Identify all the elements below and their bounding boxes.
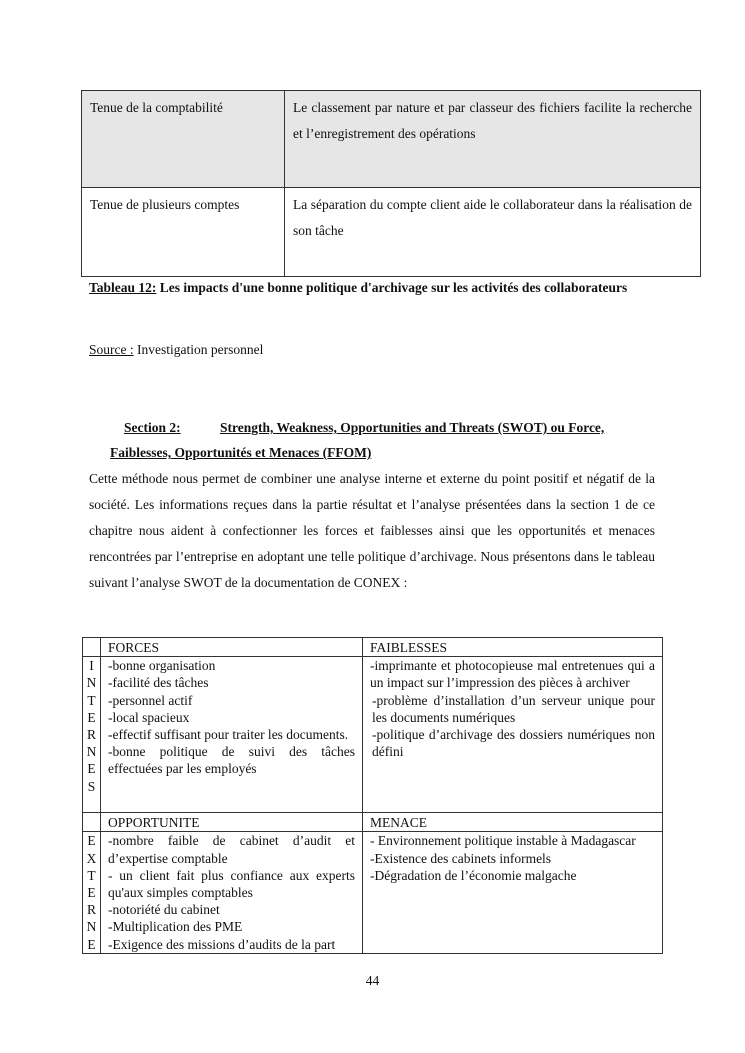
swot-header-row bbox=[83, 638, 663, 657]
activity-cell: Tenue de plusieurs comptes bbox=[82, 188, 285, 277]
table-row bbox=[82, 91, 701, 188]
list-item: -Dégradation de l’économie malgache bbox=[370, 867, 577, 883]
table-row bbox=[82, 188, 701, 277]
source-text: Investigation personnel bbox=[133, 342, 264, 357]
activity-cell: Tenue de la comptabilité bbox=[82, 91, 285, 188]
section-number: Section 2: bbox=[124, 420, 181, 435]
faiblesses-header: FAIBLESSES bbox=[363, 638, 663, 657]
source-line bbox=[89, 340, 263, 360]
impact-cell: La séparation du compte client aide le collaborateur dans la réalisation de son tâche bbox=[285, 188, 701, 277]
list-item: -Multiplication des PME bbox=[108, 919, 243, 935]
caption-text: Les impacts d'une bonne politique d'archivage sur les activités des collaborateurs bbox=[156, 280, 628, 295]
list-item: -problème d’installation d’un serveur unique pour les documents numériques bbox=[372, 692, 655, 725]
list-item: -bonne politique de suivi des tâches effectuées par les employés bbox=[108, 744, 355, 777]
page-number: 44 bbox=[365, 973, 380, 988]
list-item: -notoriété du cabinet bbox=[108, 902, 220, 918]
source-label: Source : bbox=[89, 342, 134, 357]
list-item: -Existence des cabinets informels bbox=[370, 850, 552, 866]
list-item: -imprimante et photocopieuse mal entretenues qui a un impact sur l’impression des pièces à archiver bbox=[370, 658, 655, 691]
list-item: -Exigence des missions d’audits de la part bbox=[108, 936, 336, 952]
faiblesses-cell bbox=[363, 657, 663, 813]
section-title-line2: Faiblesses, Opportunités et Menaces (FFOM) bbox=[110, 445, 372, 460]
externe-label: E X T E R N E bbox=[83, 832, 101, 953]
swot-header-row bbox=[83, 813, 663, 832]
list-item: -bonne organisation bbox=[108, 658, 216, 674]
swot-external-row bbox=[83, 832, 663, 953]
list-item: -politique d’archivage des dossiers numériques non défini bbox=[372, 727, 655, 760]
internes-label: I N T E R N E S bbox=[83, 657, 101, 813]
section-title-line1: Strength, Weakness, Opportunities and Threats (SWOT) ou Force, bbox=[220, 420, 605, 435]
impact-cell: Le classement par nature et par classeur des fichiers facilite la recherche et l’enregistrement des opérations bbox=[285, 91, 701, 188]
swot-table bbox=[82, 637, 663, 954]
forces-header: FORCES bbox=[101, 638, 363, 657]
swot-internal-row bbox=[83, 657, 663, 813]
forces-cell bbox=[101, 657, 363, 813]
body-paragraph: Cette méthode nous permet de combiner une analyse interne et externe du point positif et négatif de la société. Les informations reçues dans la partie résultat et l’analyse présentées dans la section 1 de ce chapitre nous aident à confectionner les forces et faiblesses ainsi que les opportunités et menaces rencontrées par l’entreprise en adoptant une telle politique d’archivage. Nous présentons dans le tableau suivant l’analyse SWOT de la documentation de CONEX : bbox=[89, 471, 655, 590]
list-item: -effectif suffisant pour traiter les documents. bbox=[108, 727, 349, 743]
list-item: -personnel actif bbox=[108, 692, 193, 708]
caption-label: Tableau 12: bbox=[89, 280, 157, 295]
list-item: -facilité des tâches bbox=[108, 675, 209, 691]
list-item: -nombre faible de cabinet d’audit et d’expertise comptable bbox=[108, 833, 355, 866]
table-caption bbox=[89, 275, 655, 301]
menace-header: MENACE bbox=[363, 813, 663, 832]
menaces-cell bbox=[363, 832, 663, 953]
opportunites-cell bbox=[101, 832, 363, 953]
section-heading bbox=[124, 417, 655, 439]
opportunite-header: OPPORTUNITE bbox=[101, 813, 363, 832]
impacts-table bbox=[81, 90, 701, 277]
list-item: - un client fait plus confiance aux experts qu'aux simples comptables bbox=[108, 867, 355, 901]
list-item: - Environnement politique instable à Madagascar bbox=[370, 833, 636, 849]
list-item: -local spacieux bbox=[108, 709, 190, 725]
